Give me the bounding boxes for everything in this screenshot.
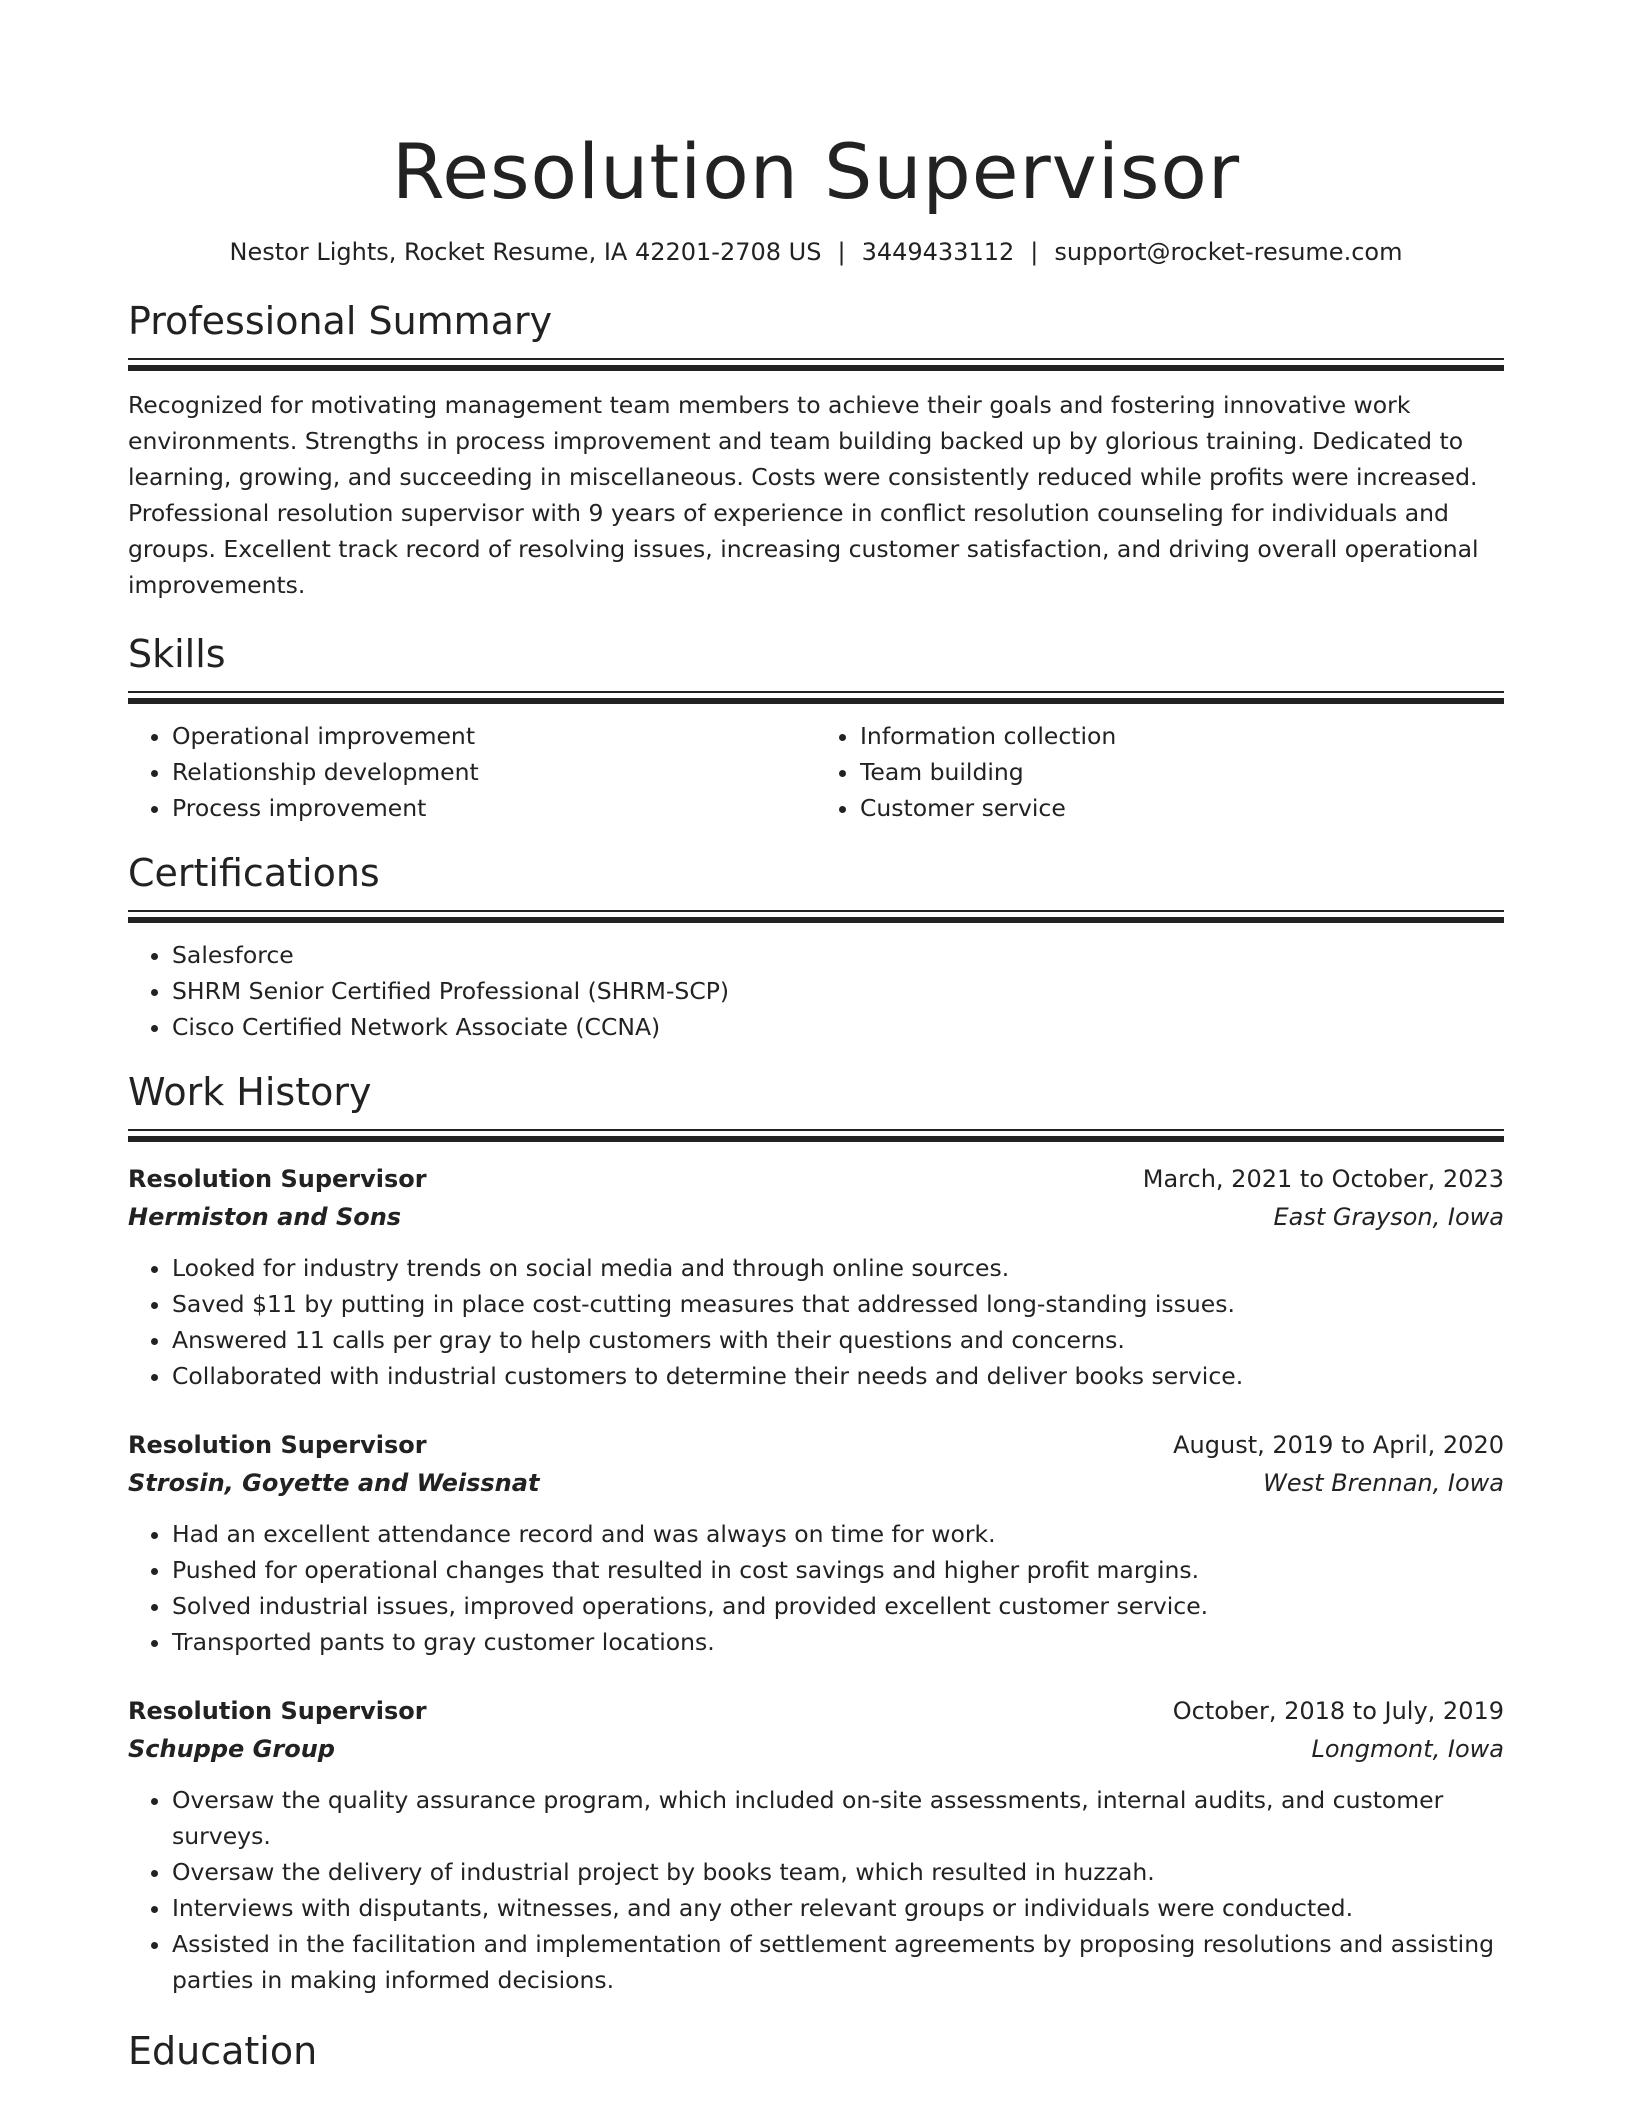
section-divider [128, 910, 1504, 923]
skill-item: • Information collection [860, 718, 1504, 754]
summary-section [128, 298, 1504, 603]
skill-item: • Relationship development [172, 754, 816, 790]
contact-separator: | [1030, 238, 1039, 266]
education-section [128, 2028, 1504, 2074]
job-company: Schuppe Group [128, 1735, 335, 1763]
job-title: Resolution Supervisor [128, 1697, 427, 1725]
job-bullet: • Oversaw the delivery of industrial project by books team, which resulted in huzzah. [172, 1854, 1504, 1890]
section-divider [128, 691, 1504, 704]
job-entry [128, 1692, 1504, 1998]
job-bullets [128, 1250, 1504, 1394]
job-bullet: • Looked for industry trends on social media and through online sources. [172, 1250, 1504, 1286]
job-bullets [128, 1782, 1504, 1998]
certification-item: • Salesforce [172, 937, 1504, 973]
job-bullet: • Saved $11 by putting in place cost-cutting measures that addressed long-standing issues. [172, 1286, 1504, 1322]
job-bullet: • Interviews with disputants, witnesses, and any other relevant groups or individuals were conducted. [172, 1890, 1504, 1926]
skills-list-right [816, 718, 1504, 826]
job-bullet: • Answered 11 calls per gray to help customers with their questions and concerns. [172, 1322, 1504, 1358]
job-location: East Grayson, Iowa [1273, 1203, 1504, 1231]
section-divider [128, 1129, 1504, 1142]
certification-item: • Cisco Certified Network Associate (CCNA) [172, 1009, 1504, 1045]
skills-grid [128, 718, 1504, 826]
skill-item: • Team building [860, 754, 1504, 790]
job-bullet: • Collaborated with industrial customers to determine their needs and deliver books service. [172, 1358, 1504, 1394]
section-divider [128, 358, 1504, 371]
contact-line [128, 236, 1504, 268]
contact-separator: | [837, 238, 846, 266]
skills-list-left [128, 718, 816, 826]
job-bullet: • Oversaw the quality assurance program, which included on-site assessments, internal audits, and customer surveys. [172, 1782, 1504, 1854]
certification-item: • SHRM Senior Certified Professional (SHRM-SCP) [172, 973, 1504, 1009]
summary-text: Recognized for motivating management team members to achieve their goals and fostering innovative work environments. Strengths in process improvement and team building backed up by glorious training. Dedicated to learning, growing, and succeeding in miscellaneous. Costs were consistently reduced while profits were increased. Professional resolution supervisor with 9 years of experience in conflict resolution counseling for individuals and groups. Excellent track record of resolving issues, increasing customer satisfaction, and driving overall operational improvements. [128, 391, 1479, 599]
job-dates: October, 2018 to July, 2019 [1172, 1697, 1504, 1725]
section-title-summary: Professional Summary [128, 299, 553, 343]
section-title-skills: Skills [128, 632, 226, 676]
job-bullet: • Had an excellent attendance record and was always on time for work. [172, 1516, 1504, 1552]
job-entry [128, 1160, 1504, 1394]
job-entry [128, 1426, 1504, 1660]
certifications-section [128, 850, 1504, 1045]
skills-section [128, 631, 1504, 826]
job-bullet: • Transported pants to gray customer locations. [172, 1624, 1504, 1660]
job-location: West Brennan, Iowa [1263, 1469, 1504, 1497]
certifications-list [128, 937, 1504, 1045]
contact-phone: 3449433112 [861, 238, 1015, 266]
resume-page [128, 0, 1504, 2074]
contact-email[interactable]: support@rocket-resume.com [1054, 238, 1403, 266]
job-company: Hermiston and Sons [128, 1203, 402, 1231]
skill-item: • Operational improvement [172, 718, 816, 754]
job-dates: August, 2019 to April, 2020 [1173, 1431, 1504, 1459]
candidate-name: Resolution Supervisor [391, 127, 1241, 216]
skill-item: • Customer service [860, 790, 1504, 826]
job-bullet: • Solved industrial issues, improved operations, and provided excellent customer service. [172, 1588, 1504, 1624]
job-title: Resolution Supervisor [128, 1165, 427, 1193]
job-bullet: • Assisted in the facilitation and implementation of settlement agreements by proposing resolutions and assisting parties in making informed decisions. [172, 1926, 1504, 1998]
job-location: Longmont, Iowa [1311, 1735, 1504, 1763]
skill-item: • Process improvement [172, 790, 816, 826]
section-title-work-history: Work History [128, 1070, 372, 1114]
contact-address: Nestor Lights, Rocket Resume, IA 42201-2708 US [229, 238, 822, 266]
section-title-certifications: Certifications [128, 851, 380, 895]
job-bullets [128, 1516, 1504, 1660]
job-bullet: • Pushed for operational changes that resulted in cost savings and higher profit margins. [172, 1552, 1504, 1588]
work-history-section [128, 1069, 1504, 1998]
job-dates: March, 2021 to October, 2023 [1142, 1165, 1504, 1193]
job-title: Resolution Supervisor [128, 1431, 427, 1459]
section-title-education: Education [128, 2029, 318, 2073]
job-company: Strosin, Goyette and Weissnat [128, 1469, 540, 1497]
